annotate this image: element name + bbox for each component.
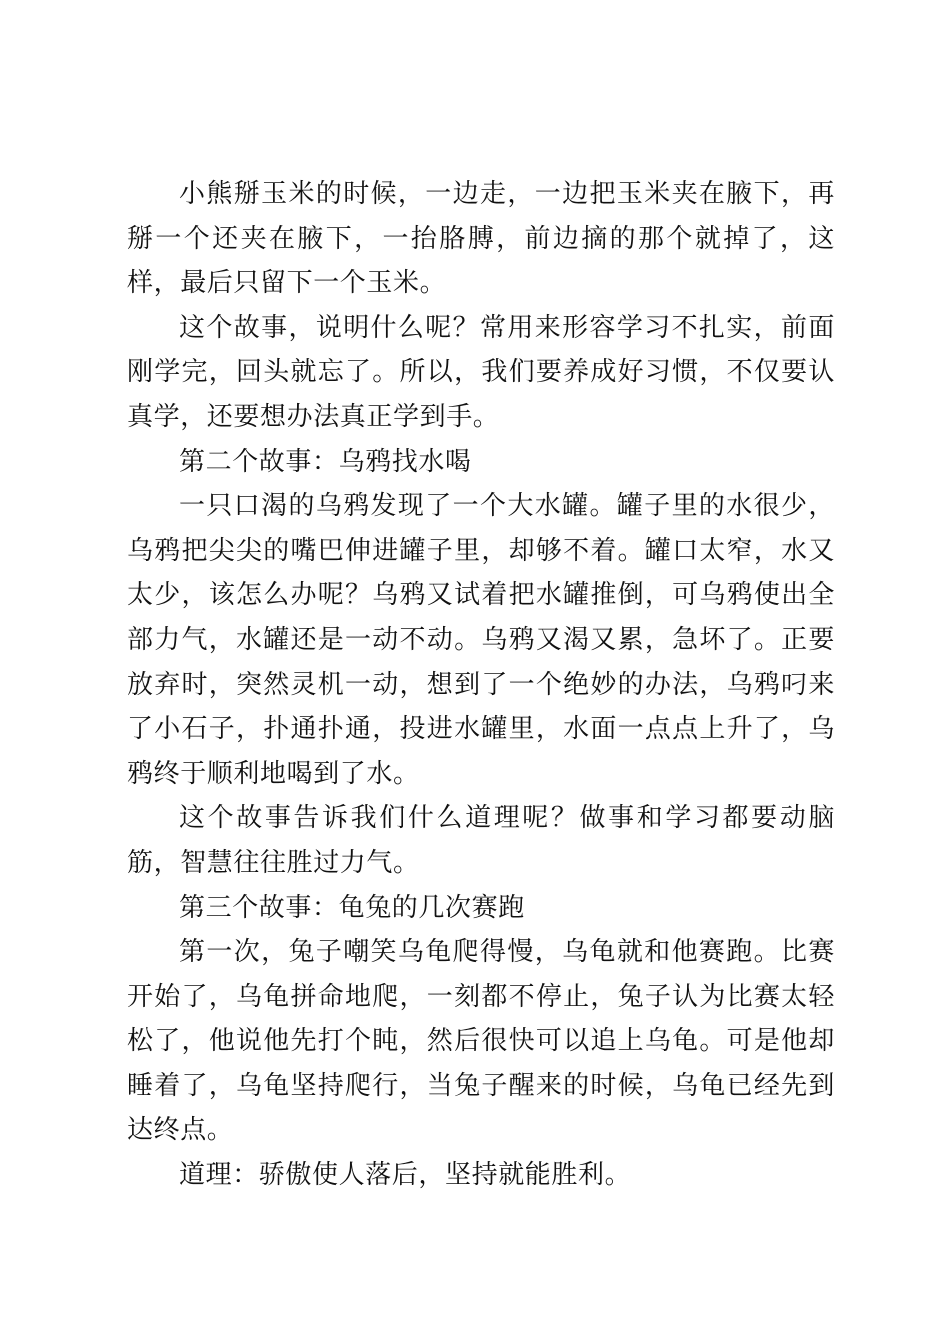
paragraph-tortoise-hare-moral: 道理：骄傲使人落后，坚持就能胜利。 bbox=[179, 1160, 632, 1191]
paragraph-bear-story-moral: 这个故事，说明什么呢？常用来形容学习不扎实，前面刚学完，回头就忘了。所以，我们要养成好习惯，不仅要认真学，还要想办法真正学到手。 bbox=[127, 312, 835, 432]
paragraph-crow-story: 一只口渴的乌鸦发现了一个大水罐。罐子里的水很少，乌鸦把尖尖的嘴巴伸进罐子里，却够不着。罐口太窄，水又太少，该怎么办呢？乌鸦又试着把水罐推倒，可乌鸦使出全部力气，水罐还是一动不动。乌鸦又渴又累，急坏了。正要放弃时，突然灵机一动，想到了一个绝妙的办法，乌鸦叼来了小石子，扑通扑通，投进水罐里，水面一点点上升了，乌鸦终于顺利地喝到了水。 bbox=[127, 491, 835, 789]
heading-story-two: 第二个故事：乌鸦找水喝 bbox=[179, 446, 472, 477]
heading-story-three: 第三个故事：龟兔的几次赛跑 bbox=[179, 892, 525, 923]
paragraph-tortoise-hare-story: 第一次，兔子嘲笑乌龟爬得慢，乌龟就和他赛跑。比赛开始了，乌龟拼命地爬，一刻都不停止，兔子认为比赛太轻松了，他说他先打个盹，然后很快可以追上乌龟。可是他却睡着了，乌龟坚持爬行，当兔子醒来的时候，乌龟已经先到达终点。 bbox=[127, 937, 835, 1146]
document-body bbox=[127, 172, 835, 1198]
paragraph-bear-story-ending: 小熊掰玉米的时候，一边走，一边把玉米夹在腋下，再掰一个还夹在腋下，一抬胳膊，前边摘的那个就掉了，这样，最后只留下一个玉米。 bbox=[127, 179, 835, 299]
paragraph-crow-story-moral: 这个故事告诉我们什么道理呢？做事和学习都要动脑筋，智慧往往胜过力气。 bbox=[127, 803, 835, 878]
